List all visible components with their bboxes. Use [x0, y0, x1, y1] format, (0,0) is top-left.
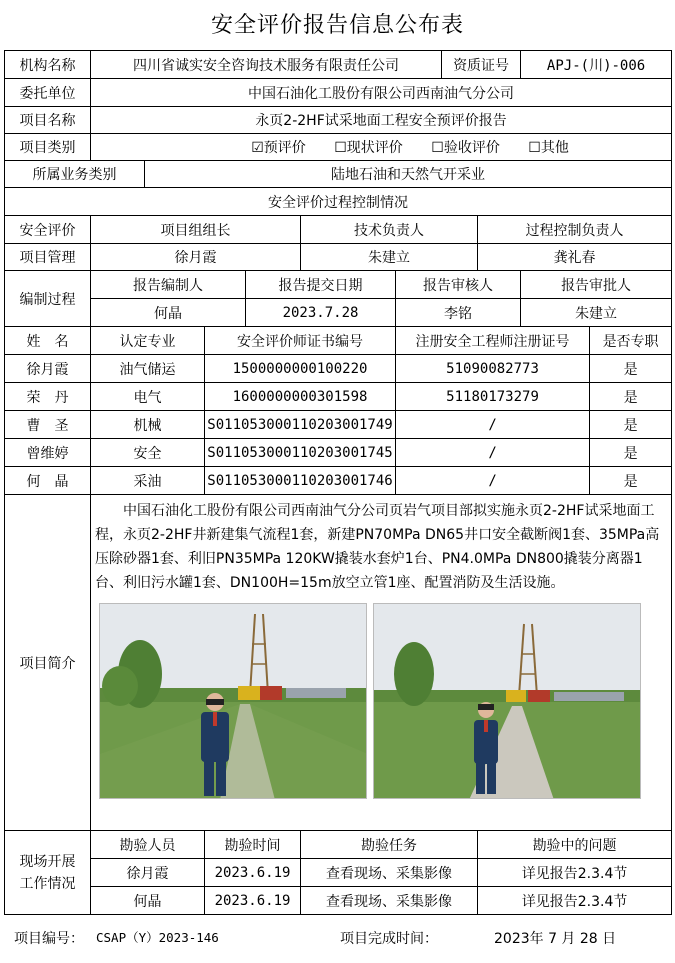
site-photos [95, 595, 667, 799]
table-row [5, 355, 672, 383]
site-photo-1 [99, 603, 367, 799]
management-label-1: 安全评价 [5, 216, 91, 244]
process-header: 安全评价过程控制情况 [5, 188, 672, 216]
cert-number: APJ-(川)-006 [521, 51, 672, 79]
mgmt-header-tech: 技术负责人 [301, 216, 478, 244]
mgmt-header-leader: 项目组组长 [91, 216, 301, 244]
footer [0, 928, 675, 950]
staff-fulltime: 是 [590, 467, 672, 495]
option-pre-eval: ☑预评价 [251, 140, 306, 156]
table-row [5, 439, 672, 467]
info-table [4, 50, 672, 915]
staff-major: 油气储运 [91, 355, 205, 383]
staff-header-major: 认定专业 [91, 327, 205, 355]
staff-reg: / [396, 411, 590, 439]
finish-date: 2023年 7 月 28 日 [494, 931, 617, 947]
staff-reg: / [396, 467, 590, 495]
project-code: CSAP（Y）2023-146 [96, 930, 219, 945]
staff-header-cert: 安全评价师证书编号 [205, 327, 396, 355]
industry-label: 所属业务类别 [5, 161, 145, 188]
table-row [5, 467, 672, 495]
staff-name: 荣 丹 [5, 383, 91, 411]
site-photo-1-image [100, 604, 367, 799]
survey-person: 徐月霞 [91, 859, 205, 887]
staff-fulltime: 是 [590, 383, 672, 411]
compile-date: 2023.7.28 [246, 299, 396, 327]
staff-major: 采油 [91, 467, 205, 495]
survey-issue: 详见报告2.3.4节 [478, 887, 672, 915]
staff-reg: 51090082773 [396, 355, 590, 383]
survey-date: 2023.6.19 [205, 859, 301, 887]
staff-fulltime: 是 [590, 439, 672, 467]
staff-name: 曾维婷 [5, 439, 91, 467]
compile-reviewer: 李铭 [396, 299, 521, 327]
staff-name: 何 晶 [5, 467, 91, 495]
industry-value: 陆地石油和天然气开采业 [145, 161, 672, 188]
project-value: 永页2-2HF试采地面工程安全预评价报告 [91, 107, 672, 134]
compile-header-reviewer: 报告审核人 [396, 271, 521, 299]
survey-task: 查看现场、采集影像 [301, 887, 478, 915]
staff-fulltime: 是 [590, 355, 672, 383]
staff-name: 徐月霞 [5, 355, 91, 383]
intro-cell [91, 495, 672, 831]
org-name-label: 机构名称 [5, 51, 91, 79]
staff-major: 电气 [91, 383, 205, 411]
staff-name: 曹 圣 [5, 411, 91, 439]
compile-header-date: 报告提交日期 [246, 271, 396, 299]
category-label: 项目类别 [5, 134, 91, 161]
intro-label: 项目简介 [5, 495, 91, 831]
option-status-eval: ☐现状评价 [334, 140, 403, 156]
cert-label: 资质证号 [442, 51, 521, 79]
management-label-2: 项目管理 [5, 244, 91, 271]
client-value: 中国石油化工股份有限公司西南油气分公司 [91, 79, 672, 107]
staff-reg: 51180173279 [396, 383, 590, 411]
compile-header-approver: 报告审批人 [521, 271, 672, 299]
intro-text: 中国石油化工股份有限公司西南油气分公司页岩气项目部拟实施永页2-2HF试采地面工程，永页2-2HF井新建集气流程1套，新建PN70MPa DN65井口安全截断阀1套、35MPa高压除砂器1套、利旧PN35MPa 120KW撬装水套炉1台、PN4.0MPa DN800撬装分离器1台、利旧污水罐1套、DN100H=15m放空立管1座、配置消防及生活设施。 [95, 503, 660, 591]
compile-header-author: 报告编制人 [91, 271, 246, 299]
mgmt-header-process: 过程控制负责人 [478, 216, 672, 244]
staff-cert: S011053000110203001749 [205, 411, 396, 439]
project-label: 项目名称 [5, 107, 91, 134]
survey-label [5, 831, 91, 915]
survey-header-date: 勘验时间 [205, 831, 301, 859]
staff-cert: S011053000110203001746 [205, 467, 396, 495]
option-other: ☐其他 [528, 140, 569, 156]
staff-major: 机械 [91, 411, 205, 439]
mgmt-value-tech: 朱建立 [301, 244, 478, 271]
category-options [91, 134, 672, 161]
mgmt-value-process: 龚礼春 [478, 244, 672, 271]
survey-header-person: 勘验人员 [91, 831, 205, 859]
staff-fulltime: 是 [590, 411, 672, 439]
staff-header-name: 姓 名 [5, 327, 91, 355]
survey-issue: 详见报告2.3.4节 [478, 859, 672, 887]
staff-major: 安全 [91, 439, 205, 467]
table-row [5, 383, 672, 411]
table-row [5, 887, 672, 915]
survey-person: 何晶 [91, 887, 205, 915]
staff-header-reg: 注册安全工程师注册证号 [396, 327, 590, 355]
finish-date-label: 项目完成时间： [340, 931, 438, 947]
staff-cert: 1600000000301598 [205, 383, 396, 411]
survey-date: 2023.6.19 [205, 887, 301, 915]
staff-reg: / [396, 439, 590, 467]
option-accept-eval: ☐验收评价 [431, 140, 500, 156]
staff-cert: S011053000110203001745 [205, 439, 396, 467]
compile-approver: 朱建立 [521, 299, 672, 327]
compile-label: 编制过程 [5, 271, 91, 327]
compile-author: 何晶 [91, 299, 246, 327]
survey-task: 查看现场、采集影像 [301, 859, 478, 887]
project-code-label: 项目编号： [14, 931, 84, 947]
mgmt-value-leader: 徐月霞 [91, 244, 301, 271]
client-label: 委托单位 [5, 79, 91, 107]
site-photo-2 [373, 603, 641, 799]
survey-header-issue: 勘验中的问题 [478, 831, 672, 859]
org-name: 四川省诚实安全咨询技术服务有限责任公司 [91, 51, 442, 79]
survey-label-line-2: 工作情况 [19, 875, 76, 892]
table-row [5, 859, 672, 887]
site-photo-2-image [374, 604, 641, 799]
staff-header-fulltime: 是否专职 [590, 327, 672, 355]
page-title: 安全评价报告信息公布表 [210, 13, 464, 38]
table-row [5, 411, 672, 439]
survey-label-line-1: 现场开展 [19, 853, 76, 870]
survey-header-task: 勘验任务 [301, 831, 478, 859]
staff-cert: 1500000000100220 [205, 355, 396, 383]
